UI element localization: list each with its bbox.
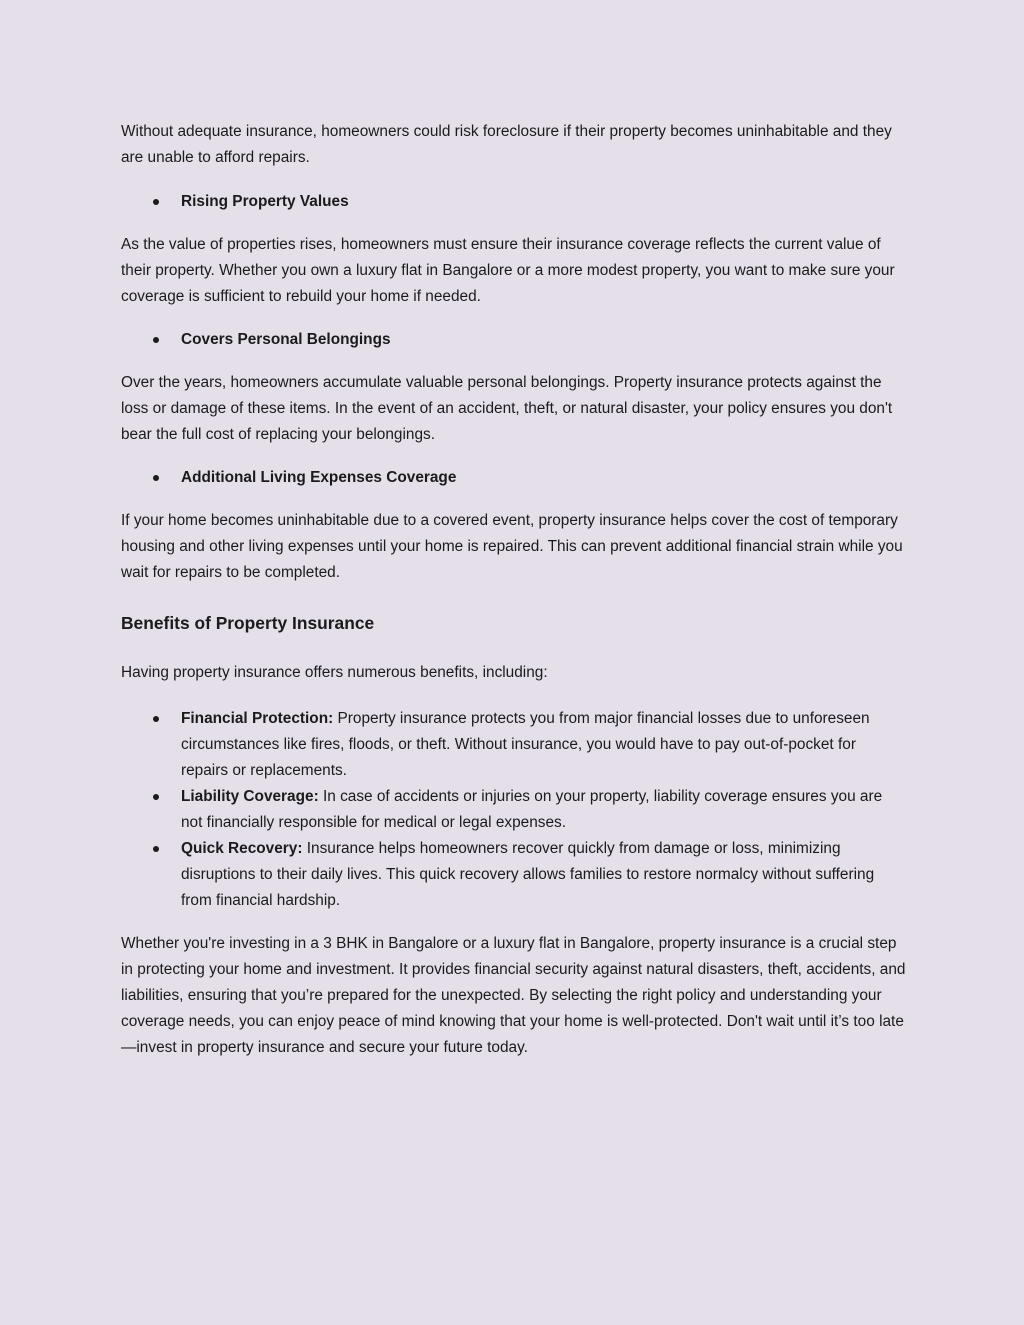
reason-heading-label: Rising Property Values [181,193,349,210]
reason-paragraph-rising-values: As the value of properties rises, homeowners must ensure their insurance coverage reflects the current value of their property. Whether you own a luxury flat in Bangalore or a more modest property, you want to make sure your coverage is sufficient to rebuild your home if needed. [121,236,895,305]
benefit-item-liability-coverage [121,784,906,836]
reason-heading-personal-belongings [121,327,906,353]
reason-paragraph-personal-belongings: Over the years, homeowners accumulate valuable personal belongings. Property insurance protects against the loss or damage of these items. In the event of an accident, theft, or natural disaster, your policy ensures you don't bear the full cost of replacing your belongings. [121,374,893,443]
reason-heading-label: Additional Living Expenses Coverage [181,469,457,486]
reason-heading-living-expenses [121,465,906,491]
reason-heading-rising-values [121,189,906,215]
benefit-item-financial-protection [121,706,906,784]
benefits-list [121,706,906,914]
intro-paragraph: Without adequate insurance, homeowners could risk foreclosure if their property becomes uninhabitable and they are unable to afford repairs. [121,123,892,166]
benefit-term: Financial Protection: [181,710,334,727]
benefit-text: Insurance helps homeowners recover quickly from damage or loss, minimizing disruptions to their daily lives. This quick recovery allows families to restore normalcy without suffering from financial hardship. [181,840,875,909]
reason-heading-label: Covers Personal Belongings [181,331,391,348]
benefit-text: In case of accidents or injuries on your property, liability coverage ensures you are not financially responsible for medical or legal expenses. [181,788,883,831]
benefits-section-title: Benefits of Property Insurance [121,613,375,633]
bullet-icon [153,337,159,343]
document-page [121,119,906,1061]
bullet-icon [153,794,159,800]
benefit-term: Liability Coverage: [181,788,319,805]
reason-paragraph-living-expenses: If your home becomes uninhabitable due to a covered event, property insurance helps cover the cost of temporary housing and other living expenses until your home is repaired. This can prevent additional financial strain while you wait for repairs to be completed. [121,512,903,581]
benefit-text: Property insurance protects you from major financial losses due to unforeseen circumstances like fires, floods, or theft. Without insurance, you would have to pay out-of-pocket for repairs or replacements. [181,710,870,779]
benefit-term: Quick Recovery: [181,840,303,857]
benefit-item-quick-recovery [121,836,906,914]
bullet-icon [153,846,159,852]
benefits-intro: Having property insurance offers numerous benefits, including: [121,664,548,681]
bullet-icon [153,199,159,205]
bullet-icon [153,716,159,722]
conclusion-paragraph: Whether you're investing in a 3 BHK in Bangalore or a luxury flat in Bangalore, property insurance is a crucial step in protecting your home and investment. It provides financial security against natural disasters, theft, accidents, and liabilities, ensuring that you’re prepared for the unexpected. By selecting the right policy and understanding your coverage needs, you can enjoy peace of mind knowing that your home is well-protected. Don't wait until it’s too late—invest in property insurance and secure your future today. [121,935,906,1056]
bullet-icon [153,475,159,481]
